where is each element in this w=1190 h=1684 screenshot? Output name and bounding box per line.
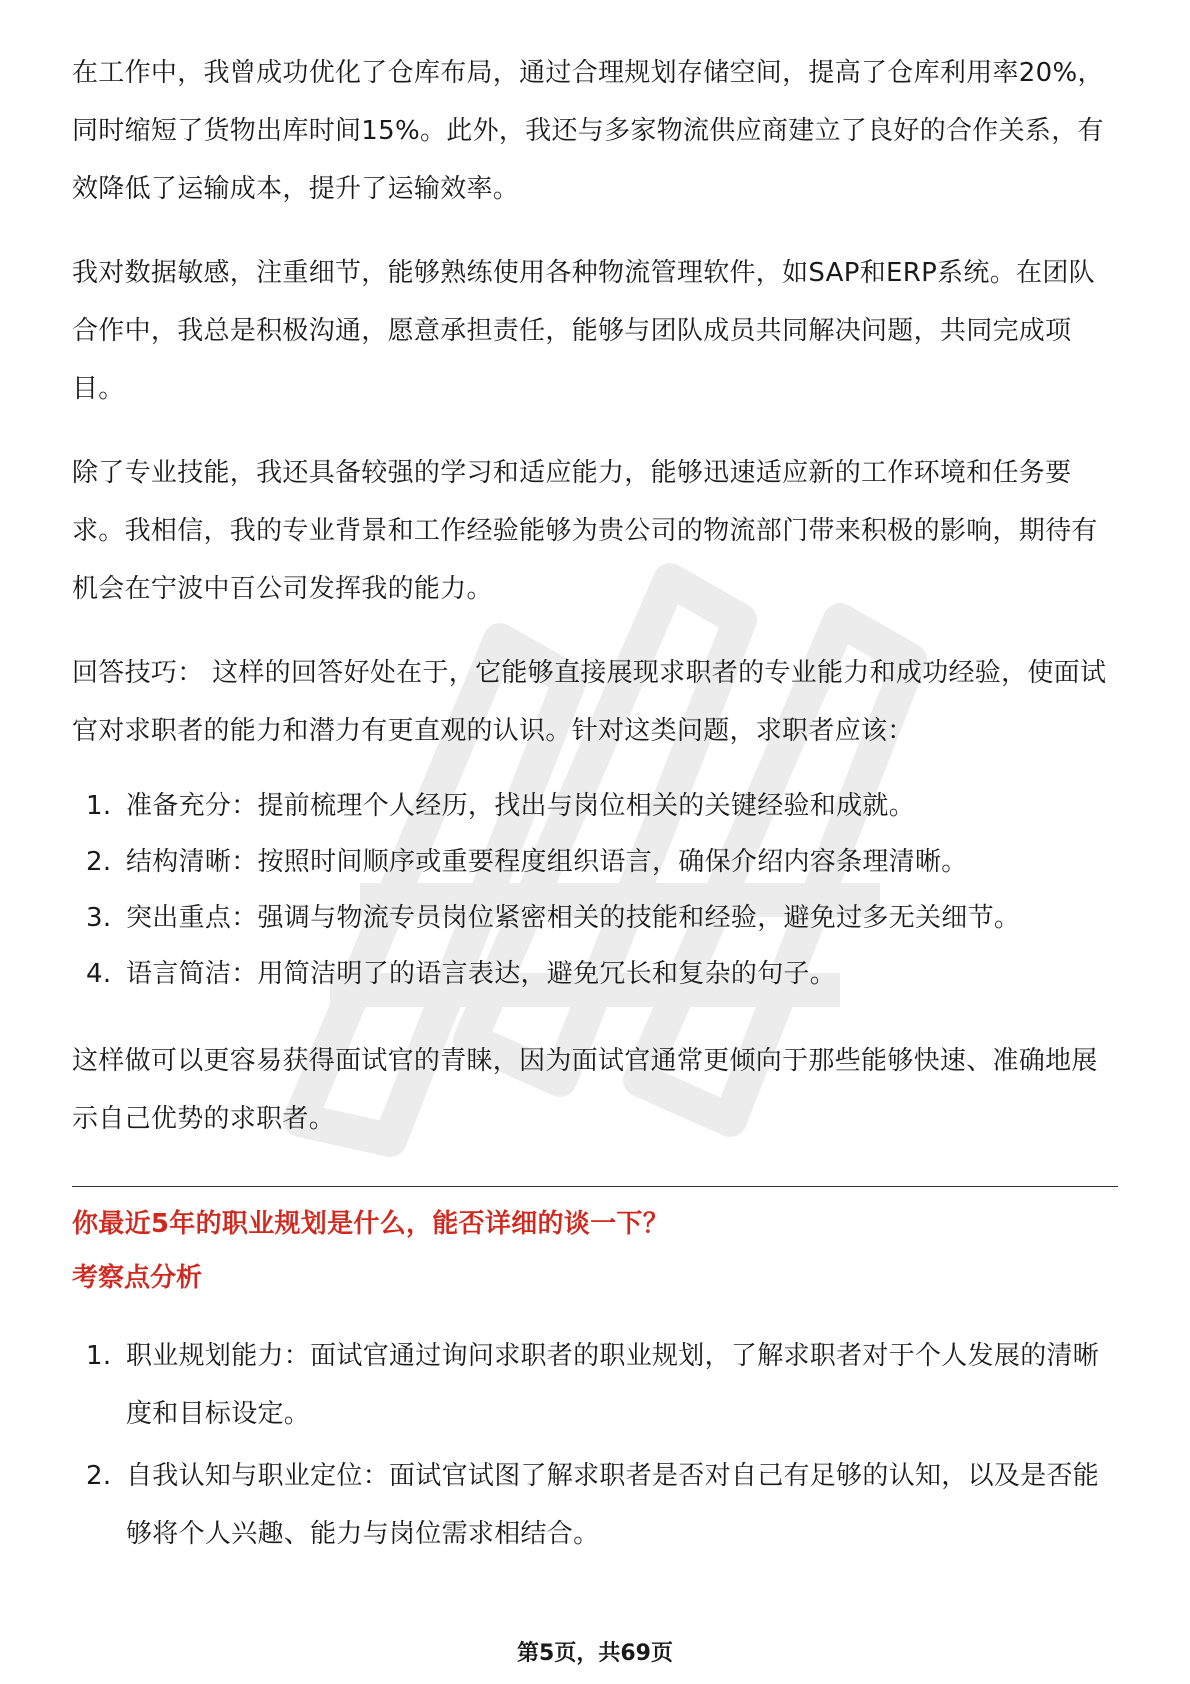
interview-question: 你最近5年的职业规划是什么，能否详细的谈一下？ [72, 1209, 669, 1239]
list-number: 1. [86, 1341, 112, 1371]
body-paragraph: 我对数据敏感，注重细节，能够熟练使用各种物流管理软件，如SAP和ERP系统。在团队合作中，我总是积极沟通，愿意承担责任，能够与团队成员共同解决问题，共同完成项目。 [72, 258, 1095, 404]
section-divider [72, 1186, 1118, 1187]
list-item [72, 1447, 1118, 1563]
list-number: 2. [86, 847, 112, 877]
list-item [72, 890, 1118, 946]
answer-tips-paragraph: 回答技巧： 这样的回答好处在于，它能够直接展现求职者的专业能力和成功经验，使面试官对求职者的能力和潜力有更直观的认识。针对这类问题，求职者应该： [72, 658, 1107, 746]
list-item-text: 准备充分：提前梳理个人经历，找出与岗位相关的关键经验和成就。 [126, 791, 916, 821]
body-paragraph: 除了专业技能，我还具备较强的学习和适应能力，能够迅速适应新的工作环境和任务要求。我相信，我的专业背景和工作经验能够为贵公司的物流部门带来积极的影响，期待有机会在宁波中百公司发挥我的能力。 [72, 458, 1098, 604]
main-content [72, 44, 1118, 1593]
list-number: 1. [86, 791, 112, 821]
closing-paragraph: 这样做可以更容易获得面试官的青睐，因为面试官通常更倾向于那些能够快速、准确地展示自己优势的求职者。 [72, 1046, 1098, 1134]
list-item-text: 突出重点：强调与物流专员岗位紧密相关的技能和经验，避免过多无关细节。 [126, 903, 1021, 933]
page-footer: 第5页，共69页 [517, 1641, 673, 1666]
list-number: 3. [86, 903, 112, 933]
list-item-text: 结构清晰：按照时间顺序或重要程度组织语言，确保介绍内容条理清晰。 [126, 847, 968, 877]
body-paragraph: 在工作中，我曾成功优化了仓库布局，通过合理规划存储空间，提高了仓库利用率20%，同时缩短了货物出库时间15%。此外，我还与多家物流供应商建立了良好的合作关系，有效降低了运输成本，提升了运输效率。 [72, 58, 1104, 204]
list-number: 4. [86, 959, 112, 989]
list-item [72, 946, 1118, 1002]
list-item-text: 语言简洁：用简洁明了的语言表达，避免冗长和复杂的句子。 [126, 959, 837, 989]
analysis-list [72, 1327, 1118, 1563]
list-item [72, 834, 1118, 890]
list-number: 2. [86, 1461, 112, 1491]
analysis-heading: 考察点分析 [72, 1263, 203, 1293]
list-item [72, 778, 1118, 834]
tips-list [72, 778, 1118, 1002]
list-item-text: 自我认知与职业定位：面试官试图了解求职者是否对自己有足够的认知，以及是否能够将个人兴趣、能力与岗位需求相结合。 [126, 1461, 1100, 1549]
list-item [72, 1327, 1118, 1443]
list-item-text: 职业规划能力：面试官通过询问求职者的职业规划，了解求职者对于个人发展的清晰度和目标设定。 [126, 1341, 1100, 1429]
